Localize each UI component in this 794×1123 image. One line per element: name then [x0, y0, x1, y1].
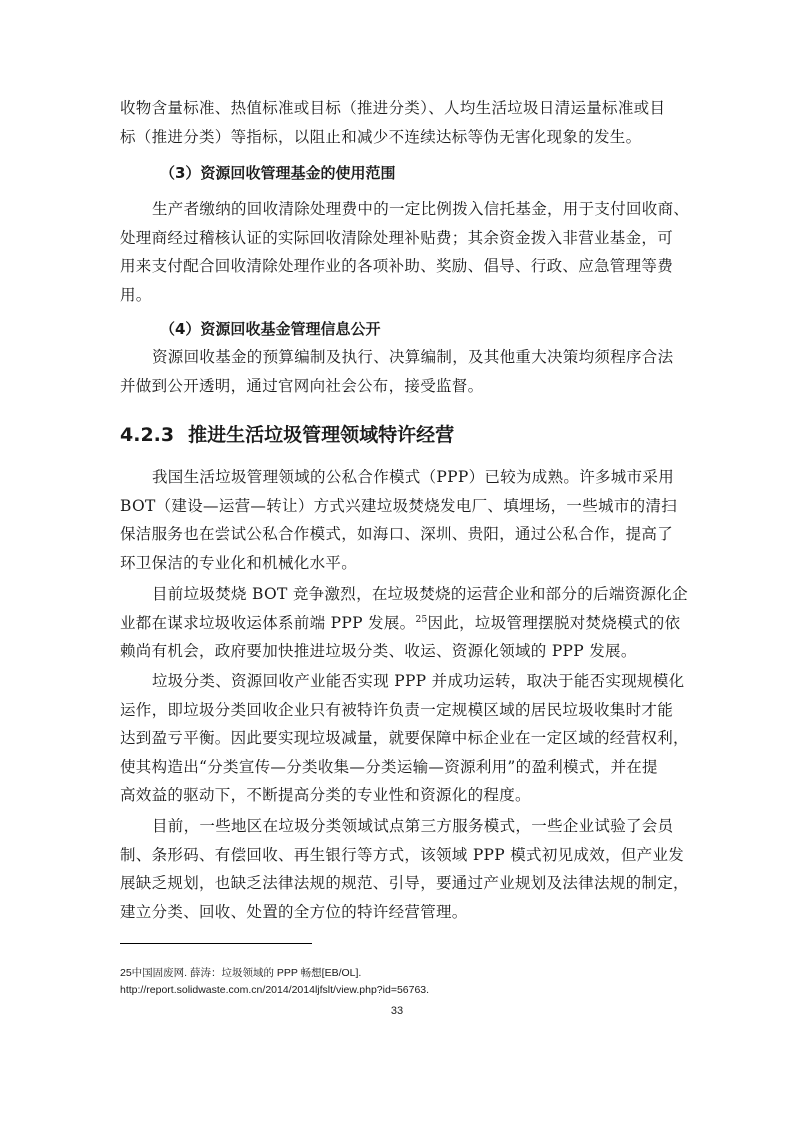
text-line: 用来支付配合回收清除处理作业的各项补助、奖励、倡导、行政、应急管理等费	[120, 257, 674, 275]
section-number: 4.2.3	[120, 424, 175, 446]
text-line	[120, 609, 680, 638]
paragraph-fund-scope	[120, 195, 690, 309]
paragraph-ppp	[120, 463, 680, 577]
text-line: 生产者缴纳的回收清除处理费中的一定比例拨入信托基金，用于支付回收商、	[152, 200, 690, 218]
subheading-fund-info: （4）资源回收基金管理信息公开	[160, 320, 381, 338]
footnote-divider	[120, 943, 312, 944]
text-line: 用。	[120, 285, 152, 304]
section-heading	[120, 420, 454, 447]
paragraph-fund-info	[120, 343, 680, 400]
paragraph-intro-continuation	[120, 94, 680, 151]
text-line: 标（推进分类）等指标，以阻止和减少不连续达标等伪无害化现象的发生。	[120, 127, 642, 146]
text-line: 环卫保洁的专业化和机械化水平。	[120, 553, 358, 572]
footnote-link[interactable]: http://report.solidwaste.com.cn/2014/2014ljfslt/view.php?id=56763.	[120, 984, 430, 996]
text-line: 我国生活垃圾管理领域的公私合作模式（PPP）已较为成熟。许多城市采用	[152, 468, 674, 486]
paragraph-third-party	[120, 812, 689, 926]
text-line: 运作，即垃圾分类回收企业只有被特许负责一定规模区域的居民垃圾收集时才能	[120, 700, 674, 719]
text-line: 处理商经过稽核认证的实际回收清除处理补贴费；其余资金拨入非营业基金，可	[120, 228, 674, 247]
text-segment: 业都在谋求垃圾收运体系前端 PPP 发展。	[120, 613, 416, 632]
paragraph-bot	[120, 580, 688, 666]
text-line: 垃圾分类、资源回收产业能否实现 PPP 并成功运转，取决于能否实现规模化	[152, 672, 685, 690]
text-line: 达到盈亏平衡。因此要实现垃圾减量，就要保障中标企业在一定区域的经营权利，	[120, 729, 689, 747]
text-line: 使其构造出“分类宣传—分类收集—分类运输—资源利用”的盈利模式，并在提	[120, 757, 658, 776]
page-number: 33	[390, 1005, 404, 1017]
text-line: 赖尚有机会，政府要加快推进垃圾分类、收运、资源化领域的 PPP 发展。	[120, 642, 637, 660]
text-line: 收物含量标准、热值标准或目标（推进分类）、人均生活垃圾日清运量标准或目	[120, 99, 666, 117]
text-line: 目前垃圾焚烧 BOT 竞争激烈，在垃圾焚烧的运营企业和部分的后端资源化企	[152, 585, 688, 603]
text-line: 保洁服务也在尝试公私合作模式，如海口、深圳、贵阳，通过公私合作，提高了	[120, 525, 674, 543]
text-line: 并做到公开透明，通过官网向社会公布，接受监督。	[120, 376, 484, 395]
text-line: 目前，一些地区在垃圾分类领域试点第三方服务模式，一些企业试验了会员	[152, 817, 674, 835]
section-title: 推进生活垃圾管理领域特许经营	[188, 424, 455, 446]
text-line: 制、条形码、有偿回收、再生银行等方式，该领域 PPP 模式初见成效，但产业发	[120, 845, 685, 864]
footnote-ref[interactable]: 25	[415, 614, 428, 625]
paragraph-scale	[120, 667, 689, 810]
text-line: 展缺乏规划，也缺乏法律法规的规范、引导，要通过产业规划及法律法规的制定，	[120, 874, 689, 892]
text-line: 高效益的驱动下，不断提高分类的专业性和资源化的程度。	[120, 786, 531, 804]
subheading-fund-scope: （3）资源回收管理基金的使用范围	[160, 164, 396, 182]
footnote-text: 25中国固废网. 薛涛：垃圾领域的 PPP 畅想[EB/OL].	[120, 967, 362, 979]
text-line: 建立分类、回收、处置的全方位的特许经营管理。	[120, 902, 468, 921]
text-segment: 因此，垃圾管理摆脱对焚烧模式的依	[427, 613, 681, 632]
text-line: 资源回收基金的预算编制及执行、决算编制，及其他重大决策均须程序合法	[152, 348, 674, 366]
text-line: BOT（建设—运营—转让）方式兴建垃圾焚烧发电厂、填埋场，一些城市的清扫	[120, 496, 678, 515]
